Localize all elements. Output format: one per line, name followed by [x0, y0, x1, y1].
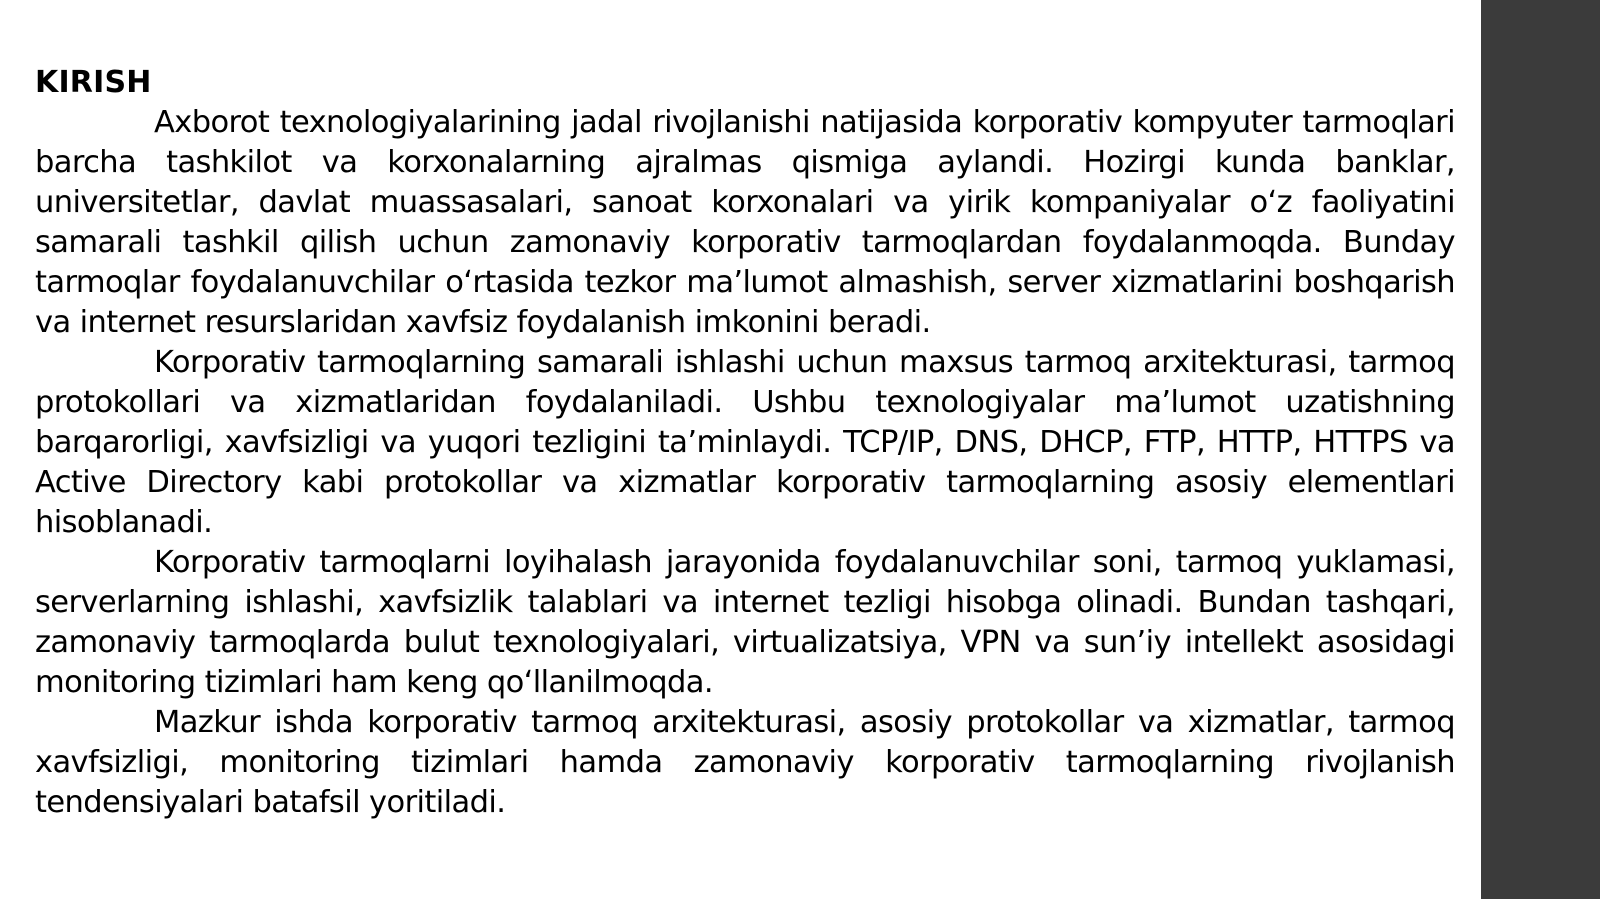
side-decorative-bar — [1481, 0, 1600, 899]
paragraph-2: Korporativ tarmoqlarning samarali ishlashi uchun maxsus tarmoq arxitekturasi, tarmoq protokollari va xizmatlaridan foydalaniladi. Ushbu texnologiyalar ma’lumot uzatishning barqarorligi, xavfsizligi va yuqori tezligini ta’minlaydi. TCP/IP, DNS, DHCP, FTP, HTTP, HTTPS va Active Directory kabi protokollar va xizmatlar korporativ tarmoqlarning asosiy elementlari hisoblanadi. — [35, 345, 1455, 540]
paragraph-3: Korporativ tarmoqlarni loyihalash jarayonida foydalanuvchilar soni, tarmoq yuklamasi, serverlarning ishlashi, xavfsizlik talablari va internet tezligi hisobga olinadi. Bundan tashqari, zamonaviy tarmoqlarda bulut texnologiyalari, virtualizatsiya, VPN va sun’iy intellekt asosidagi monitoring tizimlari ham keng qo‘llanilmoqda. — [35, 545, 1455, 700]
document-body — [35, 63, 1455, 823]
paragraph-4: Mazkur ishda korporativ tarmoq arxitekturasi, asosiy protokollar va xizmatlar, tarmoq xavfsizligi, monitoring tizimlari hamda zamonaviy korporativ tarmoqlarning rivojlanish tendensiyalari batafsil yoritiladi. — [35, 705, 1455, 820]
paragraph-1: Axborot texnologiyalarining jadal rivojlanishi natijasida korporativ kompyuter tarmoqlari barcha tashkilot va korxonalarning ajralmas qismiga aylandi. Hozirgi kunda banklar, universitetlar, davlat muassasalari, sanoat korxonalari va yirik kompaniyalar o‘z faoliyatini samarali tashkil qilish uchun zamonaviy korporativ tarmoqlardan foydalanmoqda. Bunday tarmoqlar foydalanuvchilar o‘rtasida tezkor ma’lumot almashish, server xizmatlarini boshqarish va internet resurslaridan xavfsiz foydalanish imkonini beradi. — [35, 105, 1455, 340]
document-heading: KIRISH — [35, 65, 152, 100]
